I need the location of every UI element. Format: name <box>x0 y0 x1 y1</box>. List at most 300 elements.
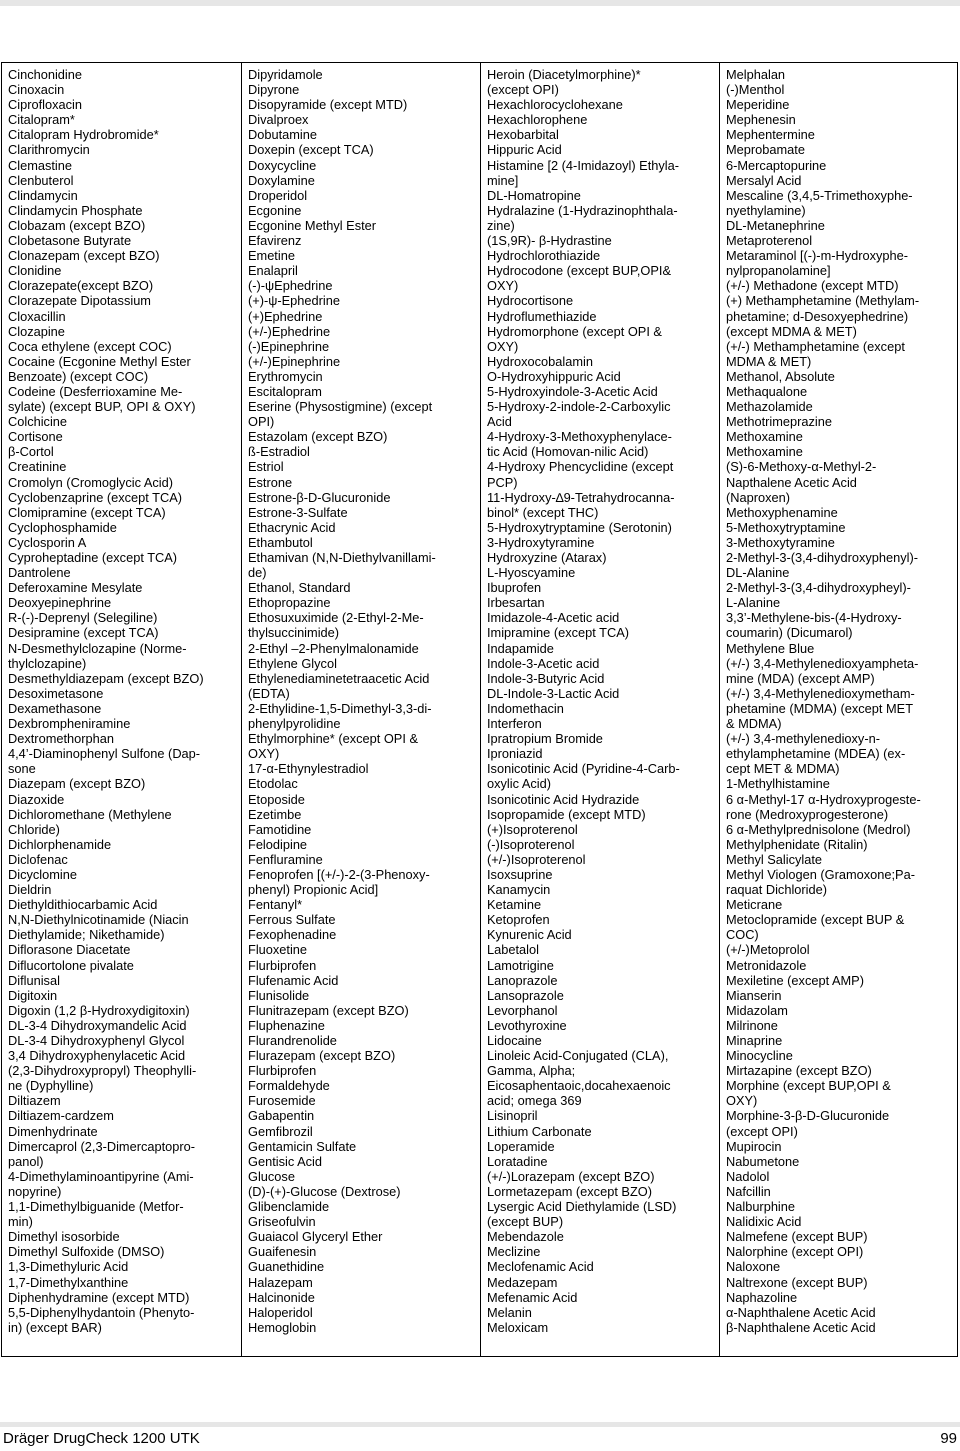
table-entry: PCP) <box>487 474 518 490</box>
table-entry: Methyl Viologen (Gramoxone;Pa- <box>726 866 915 882</box>
table-entry: Clonidine <box>8 263 62 279</box>
table-entry: Methyl Salicylate <box>726 851 823 867</box>
table-entry: (+/-)Isoproterenol <box>487 851 586 867</box>
table-entry: Nalidixic Acid <box>726 1214 802 1230</box>
table-entry: Cyclobenzaprine (except TCA) <box>8 489 183 505</box>
table-entry: Diethyldithiocarbamic Acid <box>8 897 158 913</box>
table-entry: Estrone <box>248 474 293 490</box>
table-entry: Gentisic Acid <box>248 1153 322 1169</box>
table-entry: Mefenamic Acid <box>487 1289 578 1305</box>
table-entry: Dieldrin <box>8 882 52 898</box>
table-entry: Flurbiprofen <box>248 1063 317 1079</box>
table-entry: Ecgonine Methyl Ester <box>248 217 377 233</box>
table-entry: Halcinonide <box>248 1289 315 1305</box>
table-entry: Naltrexone (except BUP) <box>726 1274 868 1290</box>
table-entry: Clorazepate(except BZO) <box>8 278 154 294</box>
table-entry: OXY) <box>487 278 519 294</box>
table-entry: 5-Hydroxytryptamine (Serotonin) <box>487 519 672 535</box>
table-entry: 3-Hydroxytyramine <box>487 534 595 550</box>
table-entry: de) <box>248 565 267 581</box>
table-entry: Disopyramide (except MTD) <box>248 97 408 113</box>
table-entry: Naloxone <box>726 1259 781 1275</box>
table-entry: Flurbiprofen <box>248 957 317 973</box>
table-entry: Hippuric Acid <box>487 142 562 158</box>
table-entry: Fenfluramine <box>248 851 323 867</box>
table-entry: Halazepam <box>248 1274 313 1290</box>
table-entry: (+/-) 3,4-Methylenedioxyampheta- <box>726 655 919 671</box>
table-entry: Acid <box>487 414 512 430</box>
table-entry: Estrone-3-Sulfate <box>248 504 348 520</box>
table-entry: Lisinopril <box>487 1108 538 1124</box>
table-entry: phenyl) Propionic Acid] <box>248 882 379 898</box>
table-entry: acid; omega 369 <box>487 1093 582 1109</box>
table-entry: Dichlorphenamide <box>8 836 112 852</box>
table-entry: 5-Methoxytryptamine <box>726 519 846 535</box>
table-entry: (+/-) 3,4-Methylenedioxymetham- <box>726 685 915 701</box>
table-entry: 2-Ethyl –2-Phenylmalonamide <box>248 640 419 656</box>
table-entry: phenylpyrolidine <box>248 716 341 732</box>
table-entry: Napthalene Acetic Acid <box>726 474 857 490</box>
table-entry: (-)Isoproterenol <box>487 836 575 852</box>
table-entry: Metoclopramide (except BUP & <box>726 912 905 928</box>
table-entry: Meperidine <box>726 97 790 113</box>
table-entry: ethylamphetamine (MDEA) (ex- <box>726 746 906 762</box>
table-entry: (Naproxen) <box>726 489 791 505</box>
table-entry: 1,3-Dimethyluric Acid <box>8 1259 129 1275</box>
table-entry: Dobutamine <box>248 127 318 143</box>
table-entry: Clenbuterol <box>8 172 74 188</box>
table-entry: 2-Ethylidine-1,5-Dimethyl-3,3-di- <box>248 700 432 716</box>
table-entry: Nafcillin <box>726 1183 771 1199</box>
table-entry: Dexbrompheniramine <box>8 716 131 732</box>
table-entry: Dimercaprol (2,3-Dimercaptopro- <box>8 1138 196 1154</box>
table-entry: Dextromethorphan <box>8 731 114 747</box>
table-entry: raquat Dichloride) <box>726 882 828 898</box>
footer-rule <box>0 1422 960 1427</box>
table-entry: Irbesartan <box>487 595 545 611</box>
table-entry: COC) <box>726 927 759 943</box>
table-entry: (-)Epinephrine <box>248 338 330 354</box>
table-entry: Divalproex <box>248 112 309 128</box>
table-entry: Cortisone <box>8 429 63 445</box>
table-entry: Clemastine <box>8 157 73 173</box>
table-entry: Citalopram* <box>8 112 75 128</box>
table-entry: Clindamycin Phosphate <box>8 202 143 218</box>
table-entry: Furosemide <box>248 1093 316 1109</box>
table-entry: 3-Methoxytyramine <box>726 534 835 550</box>
table-entry: (except MDMA & MET) <box>726 323 857 339</box>
table-entry: (+/-) 3,4-methylenedioxy-n- <box>726 731 880 747</box>
table-entry: Ipratropium Bromide <box>487 731 603 747</box>
table-entry: Diflorasone Diacetate <box>8 942 131 958</box>
table-entry: Doxepin (except TCA) <box>248 142 374 158</box>
table-entry: Nadolol <box>726 1168 770 1184</box>
table-entry: (+)Ephedrine <box>248 308 323 324</box>
table-entry: ß-Estradiol <box>248 444 310 460</box>
table-entry: Meprobamate <box>726 142 805 158</box>
table-entry: Guaifenesin <box>248 1244 317 1260</box>
substance-table <box>1 62 958 1357</box>
table-entry: Doxylamine <box>248 172 315 188</box>
table-entry: coumarin) (Dicumarol) <box>726 625 853 641</box>
table-entry: phetamine (MDMA) (except MET <box>726 700 914 716</box>
table-entry: Dantrolene <box>8 565 71 581</box>
table-entry: α-Naphthalene Acetic Acid <box>726 1304 876 1320</box>
table-entry: 17-α-Ethynylestradiol <box>248 761 369 777</box>
table-entry: Meclizine <box>487 1244 541 1260</box>
table-entry: Metaproterenol <box>726 233 813 249</box>
table-entry: Estazolam (except BZO) <box>248 429 388 445</box>
table-entry: Morphine (except BUP,OPI & <box>726 1078 891 1094</box>
table-entry: Mescaline (3,4,5-Trimethoxyphe- <box>726 187 913 203</box>
table-entry: Dipyridamole <box>248 67 323 82</box>
table-entry: sylate) (except BUP, OPI & OXY) <box>8 399 196 415</box>
table-entry: OPI) <box>248 414 275 430</box>
column-2 <box>242 63 481 1356</box>
table-entry: Histamine [2 (4-Imidazoyl) Ethyla- <box>487 157 680 173</box>
table-entry: OXY) <box>726 1093 758 1109</box>
table-entry: (+) Methamphetamine (Methylam- <box>726 293 920 309</box>
table-entry: Loratadine <box>487 1153 548 1169</box>
table-entry: Lanoprazole <box>487 972 558 988</box>
table-entry: Isonicotinic Acid Hydrazide <box>487 791 640 807</box>
table-entry: Mirtazapine (except BZO) <box>726 1063 872 1079</box>
table-entry: Lysergic Acid Diethylamide (LSD) <box>487 1199 677 1215</box>
table-entry: (+/-) Methamphetamine (except <box>726 338 905 354</box>
table-entry: (except BUP) <box>487 1214 564 1230</box>
table-entry: tic Acid (Homovan-nilic Acid) <box>487 444 649 460</box>
table-entry: & MDMA) <box>726 716 782 732</box>
table-entry: Chloride) <box>8 821 60 837</box>
table-entry: 1,1-Dimethylbiguanide (Metfor- <box>8 1199 184 1215</box>
table-entry: (-)-ψEphedrine <box>248 278 333 294</box>
table-entry: Estrone-β-D-Glucuronide <box>248 489 391 505</box>
table-entry: Fentanyl* <box>248 897 303 913</box>
column-3 <box>481 63 720 1356</box>
table-entry: Medazepam <box>487 1274 558 1290</box>
table-entry: Nabumetone <box>726 1153 800 1169</box>
table-entry: Deferoxamine Mesylate <box>8 580 143 596</box>
table-entry: Flurandrenolide <box>248 1033 337 1048</box>
table-entry: Isopropamide (except MTD) <box>487 806 646 822</box>
table-entry: Linoleic Acid-Conjugated (CLA), <box>487 1048 669 1064</box>
table-entry: DL-3-4 Dihydroxyphenyl Glycol <box>8 1033 185 1048</box>
table-entry: Estriol <box>248 459 284 475</box>
table-entry: Ethambutol <box>248 534 313 550</box>
table-entry: Dexamethasone <box>8 700 102 716</box>
table-entry: Diethylamide; Nikethamide) <box>8 927 165 943</box>
table-entry: 6-Mercaptopurine <box>726 157 827 173</box>
table-entry: Guaiacol Glyceryl Ether <box>248 1229 383 1245</box>
table-entry: (+/-)Ephedrine <box>248 323 331 339</box>
table-entry: Metronidazole <box>726 957 807 973</box>
table-entry: Mebendazole <box>487 1229 564 1245</box>
table-entry: 4,4’-Diaminophenyl Sulfone (Dap- <box>8 746 201 762</box>
table-entry: oxylic Acid) <box>487 776 552 792</box>
table-entry: Ferrous Sulfate <box>248 912 336 928</box>
table-entry: Creatinine <box>8 459 67 475</box>
table-entry: Gentamicin Sulfate <box>248 1138 357 1154</box>
table-entry: Ciprofloxacin <box>8 97 82 113</box>
table-entry: 2-Methyl-3-(3,4-dihydroxyphenyl)- <box>726 550 919 565</box>
table-entry: 4-Hydroxy Phencyclidine (except <box>487 459 674 475</box>
page-number: 99 <box>940 1430 957 1447</box>
table-entry: Melanin <box>487 1304 532 1320</box>
table-entry: Colchicine <box>8 414 68 430</box>
table-entry: Mexiletine (except AMP) <box>726 972 864 988</box>
table-entry: (D)-(+)-Glucose (Dextrose) <box>248 1183 401 1199</box>
table-entry: N,N-Diethylnicotinamide (Niacin <box>8 912 189 928</box>
table-entry: Cyclophosphamide <box>8 519 117 535</box>
table-entry: Gamma, Alpha; <box>487 1063 576 1079</box>
table-entry: Meclofenamic Acid <box>487 1259 594 1275</box>
table-entry: Nalmefene (except BUP) <box>726 1229 868 1245</box>
table-entry: (S)-6-Methoxy-α-Methyl-2- <box>726 459 877 475</box>
table-entry: Gemfibrozil <box>248 1123 313 1139</box>
table-entry: Cinchonidine <box>8 67 82 82</box>
table-entry: Isoxsuprine <box>487 866 553 882</box>
table-entry: Digitoxin <box>8 987 58 1003</box>
table-entry: Diclofenac <box>8 851 68 867</box>
table-entry: OXY) <box>487 338 519 354</box>
table-entry: Dimethyl Sulfoxide (DMSO) <box>8 1244 165 1260</box>
table-entry: (2,3-Dihydroxypropyl) Theophylli- <box>8 1063 197 1079</box>
table-entry: Methotrimeprazine <box>726 414 832 430</box>
table-entry: Fluoxetine <box>248 942 308 958</box>
table-entry: Deoxyepinephrine <box>8 595 112 611</box>
table-entry: Diazepam (except BZO) <box>8 776 146 792</box>
table-entry: Cyclosporin A <box>8 534 87 550</box>
table-entry: Clonazepam (except BZO) <box>8 248 160 264</box>
table-entry: Eserine (Physostigmine) (except <box>248 399 433 415</box>
table-entry: Ibuprofen <box>487 580 542 596</box>
table-entry: Desipramine (except TCA) <box>8 625 159 641</box>
table-entry: (+/-)Lorazepam (except BZO) <box>487 1168 655 1184</box>
footer-product-name: Dräger DrugCheck 1200 UTK <box>3 1430 200 1447</box>
table-entry: Morphine-3-β-D-Glucuronide <box>726 1108 890 1124</box>
table-entry: (-)Menthol <box>726 82 785 98</box>
table-entry: Emetine <box>248 248 295 264</box>
table-entry: N-Desmethylclozapine (Norme- <box>8 640 187 656</box>
table-entry: Kanamycin <box>487 882 551 898</box>
table-entry: Desoximetasone <box>8 685 104 701</box>
table-entry: 11-Hydroxy-∆9-Tetrahydrocanna- <box>487 489 675 505</box>
table-entry: DL-Alanine <box>726 565 790 581</box>
table-entry: Kynurenic Acid <box>487 927 572 943</box>
table-entry: Metaraminol [(-)-m-Hydroxyphe- <box>726 248 909 264</box>
table-entry: 3,4 Dihydroxyphenylacetic Acid <box>8 1048 186 1064</box>
table-entry: Coca ethylene (except COC) <box>8 338 172 354</box>
table-entry: Ethacrynic Acid <box>248 519 336 535</box>
table-entry: Eicosaphentaoic,docahexaenoic <box>487 1078 671 1094</box>
table-entry: Codeine (Desferrioxamine Me- <box>8 383 183 399</box>
table-entry: Indomethacin <box>487 700 564 716</box>
table-entry: 1,7-Dimethylxanthine <box>8 1274 129 1290</box>
table-entry: Glibenclamide <box>248 1199 330 1215</box>
table-entry: Ethanol, Standard <box>248 580 351 596</box>
table-entry: mine] <box>487 172 519 188</box>
table-entry: Lamotrigine <box>487 957 554 973</box>
table-entry: Cloxacillin <box>8 308 66 324</box>
table-entry: Glucose <box>248 1168 295 1184</box>
table-entry: Methazolamide <box>726 399 813 415</box>
table-entry: Midazolam <box>726 1002 788 1018</box>
table-entry: Ecgonine <box>248 202 302 218</box>
table-entry: (EDTA) <box>248 685 290 701</box>
table-entry: Diazoxide <box>8 791 65 807</box>
table-entry: Gabapentin <box>248 1108 315 1124</box>
table-entry: Lansoprazole <box>487 987 564 1003</box>
table-entry: (except OPI) <box>487 82 559 98</box>
table-entry: Hydrocodone (except BUP,OPI& <box>487 263 671 279</box>
table-entry: Meticrane <box>726 897 783 913</box>
table-entry: O-Hydroxyhippuric Acid <box>487 368 621 384</box>
table-entry: Methylene Blue <box>726 640 815 656</box>
table-entry: Digoxin (1,2 β-Hydroxydigitoxin) <box>8 1002 190 1018</box>
table-entry: Methoxamine <box>726 444 803 460</box>
table-entry: rone (Medroxyprogesterone) <box>726 806 889 822</box>
table-entry: Hydroxyzine (Atarax) <box>487 550 607 565</box>
table-entry: cept MET & MDMA) <box>726 761 840 777</box>
table-entry: Diflucortolone pivalate <box>8 957 134 973</box>
column-4 <box>720 63 957 1356</box>
table-entry: thylclozapine) <box>8 655 87 671</box>
table-entry: Loperamide <box>487 1138 555 1154</box>
table-entry: ne (Dyphylline) <box>8 1078 94 1094</box>
table-entry: Hydralazine (1-Hydrazinophthala- <box>487 202 678 218</box>
table-entry: Clindamycin <box>8 187 78 203</box>
column-1 <box>2 63 242 1356</box>
table-entry: Enalapril <box>248 263 298 279</box>
table-entry: MDMA & MET) <box>726 353 812 369</box>
table-entry: sone <box>8 761 36 777</box>
table-entry: mine (MDA) (except AMP) <box>726 670 875 686</box>
table-entry: Levorphanol <box>487 1002 558 1018</box>
table-entry: Lormetazepam (except BZO) <box>487 1183 652 1199</box>
table-entry: Hydrocortisone <box>487 293 574 309</box>
table-entry: Desmethyldiazepam (except BZO) <box>8 670 204 686</box>
table-entry: (+/-)Epinephrine <box>248 353 341 369</box>
table-entry: (+)Isoproterenol <box>487 821 578 837</box>
table-entry: nyethylamine) <box>726 202 806 218</box>
table-entry: Etoposide <box>248 791 305 807</box>
table-entry: Diphenhydramine (except MTD) <box>8 1289 190 1305</box>
table-entry: Efavirenz <box>248 233 302 249</box>
table-entry: Benzoate) (except COC) <box>8 368 149 384</box>
table-entry: DL-Indole-3-Lactic Acid <box>487 685 620 701</box>
table-entry: phetamine; d-Desoxyephedrine) <box>726 308 909 324</box>
table-entry: Clomipramine (except TCA) <box>8 504 166 520</box>
table-entry: Nalorphine (except OPI) <box>726 1244 864 1260</box>
table-entry: Imipramine (except TCA) <box>487 625 629 641</box>
table-entry: L-Hyoscyamine <box>487 565 576 581</box>
table-entry: Imidazole-4-Acetic acid <box>487 610 620 626</box>
table-entry: Flufenamic Acid <box>248 972 339 988</box>
table-entry: DL-3-4 Dihydroxymandelic Acid <box>8 1017 187 1033</box>
table-entry: Etodolac <box>248 776 298 792</box>
table-entry: Methaqualone <box>726 383 808 399</box>
table-entry: (+)-ψ-Ephedrine <box>248 293 340 309</box>
table-entry: 4-Hydroxy-3-Methoxyphenylace- <box>487 429 672 445</box>
table-entry: Clobetasone Butyrate <box>8 233 132 249</box>
table-entry: Flunisolide <box>248 987 310 1003</box>
table-entry: Milrinone <box>726 1017 778 1033</box>
table-entry: 5-Hydroxyindole-3-Acetic Acid <box>487 383 658 399</box>
table-entry: Heroin (Diacetylmorphine)* <box>487 67 641 82</box>
table-entry: Mephenesin <box>726 112 796 128</box>
table-entry: Ethamivan (N,N-Diethylvanillami- <box>248 550 436 565</box>
table-entry: Dipyrone <box>248 82 300 98</box>
table-entry: L-Alanine <box>726 595 781 611</box>
table-entry: Methoxyphenamine <box>726 504 838 520</box>
table-entry: Ethosuxuximide (2-Ethyl-2-Me- <box>248 610 424 626</box>
table-entry: Fenoprofen [(+/-)-2-(3-Phenoxy- <box>248 866 430 882</box>
table-entry: (1S,9R)- β-Hydrastine <box>487 233 612 249</box>
table-entry: Methylphenidate (Ritalin) <box>726 836 868 852</box>
table-entry: Methanol, Absolute <box>726 368 835 384</box>
table-entry: Diltiazem <box>8 1093 61 1109</box>
table-entry: Droperidol <box>248 187 308 203</box>
table-entry: Mephentermine <box>726 127 815 143</box>
table-entry: Indapamide <box>487 640 554 656</box>
table-entry: Felodipine <box>248 836 308 852</box>
table-entry: Erythromycin <box>248 368 323 384</box>
table-entry: β-Naphthalene Acetic Acid <box>726 1319 876 1335</box>
table-entry: Clobazam (except BZO) <box>8 217 146 233</box>
table-entry: Guanethidine <box>248 1259 325 1275</box>
table-entry: Griseofulvin <box>248 1214 316 1230</box>
table-entry: Melphalan <box>726 67 786 82</box>
table-entry: Clorazepate Dipotassium <box>8 293 151 309</box>
table-entry: Minaprine <box>726 1033 783 1048</box>
table-entry: Interferon <box>487 716 542 732</box>
table-entry: Diflunisal <box>8 972 60 988</box>
table-entry: R-(-)-Deprenyl (Selegiline) <box>8 610 158 626</box>
table-entry: Isonicotinic Acid (Pyridine-4-Carb- <box>487 761 680 777</box>
table-entry: Cinoxacin <box>8 82 65 98</box>
table-entry: Flunitrazepam (except BZO) <box>248 1002 409 1018</box>
table-entry: nylpropanolamine] <box>726 263 831 279</box>
table-entry: Dichloromethane (Methylene <box>8 806 172 822</box>
table-entry: Fexophenadine <box>248 927 337 943</box>
table-entry: DL-Homatropine <box>487 187 581 203</box>
table-entry: Ethylmorphine* (except OPI & <box>248 731 418 747</box>
table-entry: Flurazepam (except BZO) <box>248 1048 396 1064</box>
table-entry: β-Cortol <box>8 444 54 460</box>
table-entry: Naphazoline <box>726 1289 798 1305</box>
table-entry: (except OPI) <box>726 1123 798 1139</box>
table-entry: (+/-) Methadone (except MTD) <box>726 278 899 294</box>
table-entry: Dimethyl isosorbide <box>8 1229 120 1245</box>
table-entry: Ezetimbe <box>248 806 302 822</box>
table-entry: Ethopropazine <box>248 595 331 611</box>
table-entry: Mupirocin <box>726 1138 782 1154</box>
table-entry: Hydroxocobalamin <box>487 353 593 369</box>
table-entry: Mianserin <box>726 987 782 1003</box>
table-entry: Lidocaine <box>487 1033 542 1048</box>
table-entry: panol) <box>8 1153 44 1169</box>
table-entry: Dimenhydrinate <box>8 1123 98 1139</box>
table-entry: 5,5-Diphenylhydantoin (Phenyto- <box>8 1304 195 1320</box>
table-entry: (+/-)Metoprolol <box>726 942 810 958</box>
table-entry: min) <box>8 1214 33 1230</box>
table-entry: Citalopram Hydrobromide* <box>8 127 159 143</box>
table-entry: Ethylene Glycol <box>248 655 337 671</box>
table-entry: thylsuccinimide) <box>248 625 340 641</box>
table-entry: Methoxamine <box>726 429 803 445</box>
table-entry: Fluphenazine <box>248 1017 325 1033</box>
table-entry: OXY) <box>248 746 280 762</box>
